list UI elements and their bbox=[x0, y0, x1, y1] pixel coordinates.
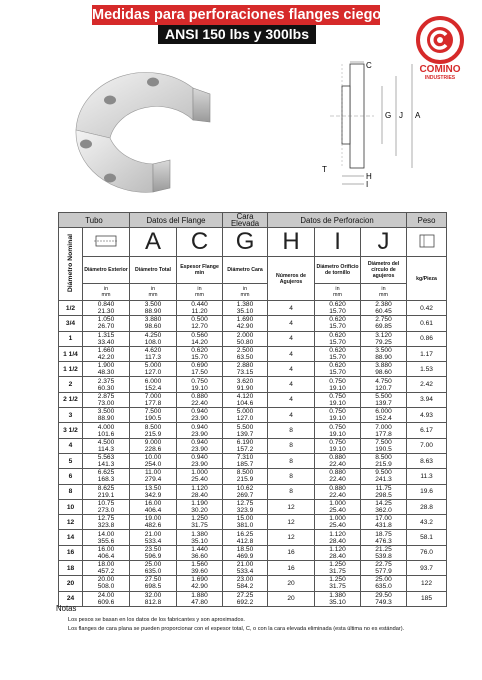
value-cell: 12.75 323.9 bbox=[223, 499, 268, 514]
table-row bbox=[59, 438, 447, 453]
nominal-size: 3 1/2 bbox=[59, 423, 83, 438]
value-cell: 0.750 19.10 bbox=[177, 377, 223, 392]
value-cell: 23.00 584.2 bbox=[223, 576, 268, 591]
weight-kg: 8.63 bbox=[407, 453, 447, 468]
symbol-j: J bbox=[377, 228, 390, 255]
value-cell: 13.50 342.9 bbox=[130, 484, 177, 499]
value-cell: 1.690 42.90 bbox=[177, 576, 223, 591]
desc-cara: Diámetro Cara bbox=[223, 257, 268, 284]
value-cell: 9.500 241.3 bbox=[361, 469, 407, 484]
value-cell: 12.75 323.8 bbox=[83, 515, 130, 530]
value-cell: 6.190 157.2 bbox=[223, 438, 268, 453]
weight-kg: 1.17 bbox=[407, 346, 447, 361]
value-cell: 3.120 79.25 bbox=[361, 331, 407, 346]
value-cell: 0.620 15.70 bbox=[315, 331, 361, 346]
value-cell: 1.900 48.30 bbox=[83, 362, 130, 377]
nominal-size: 16 bbox=[59, 545, 83, 560]
value-cell: 4.250 108.0 bbox=[130, 331, 177, 346]
flange-illustration bbox=[58, 60, 228, 200]
value-cell: 22.75 577.9 bbox=[361, 561, 407, 576]
symbol-weight-icon bbox=[407, 228, 447, 257]
nominal-size: 2 bbox=[59, 377, 83, 392]
nominal-size: 3/4 bbox=[59, 316, 83, 331]
value-cell: 18.50 469.9 bbox=[223, 545, 268, 560]
group-tubo: Tubo bbox=[59, 213, 130, 228]
nominal-size: 6 bbox=[59, 469, 83, 484]
value-cell: 19.00 482.6 bbox=[130, 515, 177, 530]
value-cell: 0.940 23.90 bbox=[177, 438, 223, 453]
table-row bbox=[59, 545, 447, 560]
unit-cell: in mm bbox=[83, 284, 130, 301]
nominal-size: 18 bbox=[59, 561, 83, 576]
value-cell: 1.315 33.40 bbox=[83, 331, 130, 346]
value-cell: 2.875 73.00 bbox=[83, 392, 130, 407]
weight-kg: 6.17 bbox=[407, 423, 447, 438]
weight-kg: 185 bbox=[407, 591, 447, 606]
holes-count: 4 bbox=[268, 316, 315, 331]
symbol-a: A bbox=[145, 228, 162, 255]
value-cell: 7.310 185.7 bbox=[223, 453, 268, 468]
value-cell: 1.120 28.40 bbox=[177, 484, 223, 499]
value-cell: 5.000 127.0 bbox=[130, 362, 177, 377]
value-cell: 0.440 11.20 bbox=[177, 301, 223, 316]
value-cell: 27.25 692.2 bbox=[223, 591, 268, 606]
table-row bbox=[59, 316, 447, 331]
value-cell: 8.500 215.9 bbox=[361, 453, 407, 468]
nominal-size: 1/2 bbox=[59, 301, 83, 316]
value-cell: 10.75 273.0 bbox=[83, 499, 130, 514]
holes-count: 12 bbox=[268, 499, 315, 514]
value-cell: 1.380 35.10 bbox=[223, 301, 268, 316]
nominal-size: 12 bbox=[59, 515, 83, 530]
dim-label-c: C bbox=[366, 61, 372, 70]
weight-kg: 58.1 bbox=[407, 530, 447, 545]
weight-kg: 0.42 bbox=[407, 301, 447, 316]
nominal-header: Diámetro Nominal bbox=[59, 228, 83, 301]
value-cell: 1.250 31.75 bbox=[315, 576, 361, 591]
desc-kg: kg/Pieza bbox=[407, 257, 447, 301]
value-cell: 0.880 22.40 bbox=[177, 392, 223, 407]
value-cell: 0.750 19.10 bbox=[315, 408, 361, 423]
value-cell: 17.00 431.8 bbox=[361, 515, 407, 530]
value-cell: 2.500 63.50 bbox=[223, 346, 268, 361]
value-cell: 32.00 812.8 bbox=[130, 591, 177, 606]
weight-kg: 19.6 bbox=[407, 484, 447, 499]
value-cell: 3.500 88.90 bbox=[130, 301, 177, 316]
value-cell: 1.440 36.60 bbox=[177, 545, 223, 560]
value-cell: 5.000 127.0 bbox=[223, 408, 268, 423]
unit-cell: in mm bbox=[315, 284, 361, 301]
value-cell: 7.000 177.8 bbox=[130, 392, 177, 407]
value-cell: 0.840 21.30 bbox=[83, 301, 130, 316]
value-cell: 25.00 635.0 bbox=[130, 561, 177, 576]
weight-kg: 1.53 bbox=[407, 362, 447, 377]
value-cell: 2.880 73.15 bbox=[223, 362, 268, 377]
value-cell: 0.690 17.50 bbox=[177, 362, 223, 377]
note-line-2: Los flanges de cara plana se pueden proporcionar con el espesor total, C, o con la cara elevada eliminada (esta última no es estándar). bbox=[68, 626, 405, 632]
holes-count: 12 bbox=[268, 530, 315, 545]
value-cell: 8.500 215.9 bbox=[223, 469, 268, 484]
value-cell: 0.620 15.70 bbox=[177, 346, 223, 361]
logo-brand: COMINO bbox=[419, 64, 461, 75]
desc-agujeros: Números de Agujeros bbox=[268, 257, 315, 301]
value-cell: 0.750 19.10 bbox=[315, 392, 361, 407]
table-row bbox=[59, 484, 447, 499]
weight-kg: 76.0 bbox=[407, 545, 447, 560]
value-cell: 1.000 25.40 bbox=[177, 469, 223, 484]
holes-count: 4 bbox=[268, 346, 315, 361]
weight-kg: 93.7 bbox=[407, 561, 447, 576]
holes-count: 16 bbox=[268, 545, 315, 560]
value-cell: 7.500 190.5 bbox=[130, 408, 177, 423]
notes bbox=[56, 604, 456, 635]
value-cell: 3.880 98.60 bbox=[361, 362, 407, 377]
group-cara: Cara Elevada bbox=[223, 213, 268, 228]
value-cell: 0.940 23.90 bbox=[177, 408, 223, 423]
value-cell: 0.620 15.70 bbox=[315, 362, 361, 377]
desc-espesor: Espesor Flange min bbox=[177, 257, 223, 284]
table-row bbox=[59, 362, 447, 377]
value-cell: 1.690 42.90 bbox=[223, 316, 268, 331]
value-cell: 1.120 28.40 bbox=[315, 530, 361, 545]
holes-count: 20 bbox=[268, 591, 315, 606]
desc-orificio: Diámetro Orificio de tornillo bbox=[315, 257, 361, 284]
spec-table bbox=[58, 212, 447, 607]
value-cell: 11.00 279.4 bbox=[130, 469, 177, 484]
holes-count: 20 bbox=[268, 576, 315, 591]
nominal-size: 1 bbox=[59, 331, 83, 346]
dim-label-j: J bbox=[399, 111, 403, 120]
holes-count: 4 bbox=[268, 392, 315, 407]
dim-label-a: A bbox=[415, 111, 421, 120]
value-cell: 6.000 152.4 bbox=[361, 408, 407, 423]
symbol-g: G bbox=[235, 228, 255, 255]
value-cell: 4.500 114.3 bbox=[83, 438, 130, 453]
value-cell: 15.00 381.0 bbox=[223, 515, 268, 530]
holes-count: 4 bbox=[268, 362, 315, 377]
table-row bbox=[59, 392, 447, 407]
weight-kg: 0.61 bbox=[407, 316, 447, 331]
dim-label-h: H bbox=[366, 172, 372, 181]
unit-cell: in mm bbox=[177, 284, 223, 301]
symbol-pipe-icon bbox=[83, 228, 130, 257]
value-cell: 1.250 31.75 bbox=[315, 561, 361, 576]
holes-count: 4 bbox=[268, 331, 315, 346]
desc-total: Diámetro Total bbox=[130, 257, 177, 284]
holes-count: 8 bbox=[268, 438, 315, 453]
dim-label-i: I bbox=[366, 180, 369, 189]
page-title: Medidas para perforaciones flanges ciegos bbox=[92, 7, 390, 23]
symbol-h: H bbox=[282, 228, 300, 255]
symbol-i: I bbox=[334, 228, 341, 255]
value-cell: 21.00 533.4 bbox=[130, 530, 177, 545]
group-perforacion: Datos de Perforacion bbox=[268, 213, 407, 228]
holes-count: 8 bbox=[268, 469, 315, 484]
nominal-size: 2 1/2 bbox=[59, 392, 83, 407]
value-cell: 3.620 91.90 bbox=[223, 377, 268, 392]
value-cell: 1.000 25.40 bbox=[315, 515, 361, 530]
nominal-size: 5 bbox=[59, 453, 83, 468]
value-cell: 18.00 457.2 bbox=[83, 561, 130, 576]
value-cell: 29.50 749.3 bbox=[361, 591, 407, 606]
value-cell: 1.250 31.75 bbox=[177, 515, 223, 530]
logo-sub: INDUSTRIES bbox=[424, 75, 456, 80]
table-row bbox=[59, 377, 447, 392]
nominal-size: 1 1/4 bbox=[59, 346, 83, 361]
value-cell: 9.000 228.6 bbox=[130, 438, 177, 453]
weight-kg: 4.93 bbox=[407, 408, 447, 423]
symbol-c: C bbox=[190, 228, 209, 255]
table-row bbox=[59, 408, 447, 423]
unit-cell: in mm bbox=[223, 284, 268, 301]
holes-count: 8 bbox=[268, 423, 315, 438]
value-cell: 0.750 19.10 bbox=[315, 377, 361, 392]
weight-kg: 11.3 bbox=[407, 469, 447, 484]
value-cell: 2.000 50.80 bbox=[223, 331, 268, 346]
nominal-size: 10 bbox=[59, 499, 83, 514]
value-cell: 14.25 362.0 bbox=[361, 499, 407, 514]
value-cell: 0.620 15.70 bbox=[315, 346, 361, 361]
value-cell: 18.75 476.3 bbox=[361, 530, 407, 545]
table-row bbox=[59, 331, 447, 346]
value-cell: 0.500 12.70 bbox=[177, 316, 223, 331]
value-cell: 1.120 28.40 bbox=[315, 545, 361, 560]
table-row bbox=[59, 576, 447, 591]
value-cell: 1.560 39.60 bbox=[177, 561, 223, 576]
value-cell: 5.563 141.3 bbox=[83, 453, 130, 468]
group-peso: Peso bbox=[407, 213, 447, 228]
value-cell: 10.62 269.7 bbox=[223, 484, 268, 499]
table-row bbox=[59, 301, 447, 316]
value-cell: 0.750 19.10 bbox=[315, 423, 361, 438]
holes-count: 4 bbox=[268, 377, 315, 392]
table-row bbox=[59, 515, 447, 530]
desc-circulo: Diámetro del círculo de agujeros bbox=[361, 257, 407, 284]
value-cell: 24.00 609.6 bbox=[83, 591, 130, 606]
nominal-size: 4 bbox=[59, 438, 83, 453]
page-subtitle: ANSI 150 lbs y 300lbs bbox=[158, 25, 316, 44]
value-cell: 5.500 139.7 bbox=[223, 423, 268, 438]
value-cell: 3.500 88.90 bbox=[83, 408, 130, 423]
table-row bbox=[59, 346, 447, 361]
weight-kg: 28.8 bbox=[407, 499, 447, 514]
value-cell: 8.625 219.1 bbox=[83, 484, 130, 499]
value-cell: 6.625 168.3 bbox=[83, 469, 130, 484]
table-row bbox=[59, 469, 447, 484]
value-cell: 4.750 120.7 bbox=[361, 377, 407, 392]
value-cell: 2.375 60.30 bbox=[83, 377, 130, 392]
value-cell: 1.880 47.80 bbox=[177, 591, 223, 606]
value-cell: 0.880 22.40 bbox=[315, 469, 361, 484]
value-cell: 4.000 101.6 bbox=[83, 423, 130, 438]
holes-count: 4 bbox=[268, 301, 315, 316]
value-cell: 4.120 104.6 bbox=[223, 392, 268, 407]
table-row bbox=[59, 561, 447, 576]
value-cell: 3.500 88.90 bbox=[361, 346, 407, 361]
dim-label-g: G bbox=[385, 111, 392, 120]
value-cell: 5.500 139.7 bbox=[361, 392, 407, 407]
weight-kg: 122 bbox=[407, 576, 447, 591]
value-cell: 8.500 215.9 bbox=[130, 423, 177, 438]
table-row bbox=[59, 499, 447, 514]
unit-cell: in mm bbox=[130, 284, 177, 301]
value-cell: 0.940 23.90 bbox=[177, 423, 223, 438]
value-cell: 3.880 98.60 bbox=[130, 316, 177, 331]
value-cell: 6.000 152.4 bbox=[130, 377, 177, 392]
unit-cell: in mm bbox=[361, 284, 407, 301]
value-cell: 1.380 35.10 bbox=[177, 530, 223, 545]
weight-kg: 2.42 bbox=[407, 377, 447, 392]
value-cell: 2.750 69.85 bbox=[361, 316, 407, 331]
holes-count: 16 bbox=[268, 561, 315, 576]
value-cell: 27.50 698.5 bbox=[130, 576, 177, 591]
table-row bbox=[59, 453, 447, 468]
nominal-size: 8 bbox=[59, 484, 83, 499]
flange-section-diagram bbox=[300, 56, 460, 192]
weight-kg: 3.94 bbox=[407, 392, 447, 407]
value-cell: 0.880 22.40 bbox=[315, 453, 361, 468]
value-cell: 1.190 30.20 bbox=[177, 499, 223, 514]
value-cell: 1.050 26.70 bbox=[83, 316, 130, 331]
value-cell: 16.00 406.4 bbox=[130, 499, 177, 514]
value-cell: 20.00 508.0 bbox=[83, 576, 130, 591]
value-cell: 21.25 539.8 bbox=[361, 545, 407, 560]
value-cell: 25.00 635.0 bbox=[361, 576, 407, 591]
group-flange: Datos del Flange bbox=[130, 213, 223, 228]
notes-title: Notas bbox=[56, 604, 77, 613]
value-cell: 16.25 412.8 bbox=[223, 530, 268, 545]
value-cell: 1.660 42.20 bbox=[83, 346, 130, 361]
value-cell: 16.00 406.4 bbox=[83, 545, 130, 560]
nominal-size: 20 bbox=[59, 576, 83, 591]
weight-kg: 43.2 bbox=[407, 515, 447, 530]
value-cell: 23.50 596.9 bbox=[130, 545, 177, 560]
value-cell: 21.00 533.4 bbox=[223, 561, 268, 576]
value-cell: 7.000 177.8 bbox=[361, 423, 407, 438]
value-cell: 1.000 25.40 bbox=[315, 499, 361, 514]
holes-count: 12 bbox=[268, 515, 315, 530]
desc-exterior: Diámetro Exterior bbox=[83, 257, 130, 284]
table-row bbox=[59, 530, 447, 545]
dim-label-t: T bbox=[322, 165, 327, 174]
value-cell: 0.750 19.10 bbox=[315, 438, 361, 453]
table-row bbox=[59, 423, 447, 438]
nominal-size: 14 bbox=[59, 530, 83, 545]
note-line-1: Los pesos se basan en los datos de los fabricantes y son aproximados. bbox=[68, 617, 245, 623]
value-cell: 1.380 35.10 bbox=[315, 591, 361, 606]
weight-kg: 7.00 bbox=[407, 438, 447, 453]
value-cell: 0.940 23.90 bbox=[177, 453, 223, 468]
weight-kg: 0.86 bbox=[407, 331, 447, 346]
value-cell: 0.560 14.20 bbox=[177, 331, 223, 346]
holes-count: 8 bbox=[268, 484, 315, 499]
value-cell: 2.380 60.45 bbox=[361, 301, 407, 316]
holes-count: 4 bbox=[268, 408, 315, 423]
value-cell: 0.620 15.70 bbox=[315, 316, 361, 331]
value-cell: 14.00 355.6 bbox=[83, 530, 130, 545]
value-cell: 4.620 117.3 bbox=[130, 346, 177, 361]
value-cell: 11.75 298.5 bbox=[361, 484, 407, 499]
value-cell: 10.00 254.0 bbox=[130, 453, 177, 468]
nominal-size: 3 bbox=[59, 408, 83, 423]
nominal-size: 24 bbox=[59, 591, 83, 606]
nominal-size: 1 1/2 bbox=[59, 362, 83, 377]
value-cell: 0.620 15.70 bbox=[315, 301, 361, 316]
value-cell: 0.880 22.40 bbox=[315, 484, 361, 499]
value-cell: 7.500 190.5 bbox=[361, 438, 407, 453]
holes-count: 8 bbox=[268, 453, 315, 468]
